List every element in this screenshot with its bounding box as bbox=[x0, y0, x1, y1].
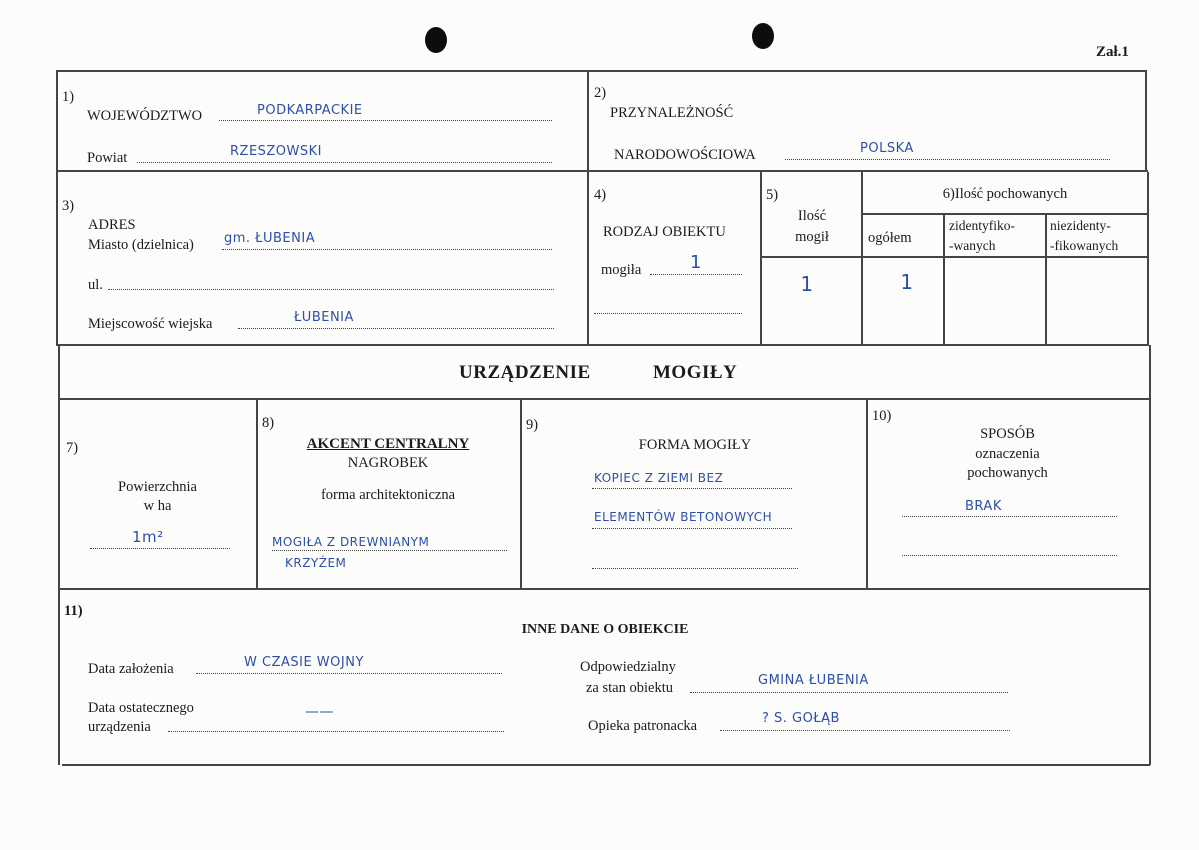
area-label-1: Powierzchnia bbox=[118, 479, 197, 495]
s7-number: 7) bbox=[66, 440, 79, 456]
graves-count-label-2: mogił bbox=[795, 229, 829, 245]
col-divider-4 bbox=[760, 172, 762, 344]
buried-count-label: 6)Ilość pochowanych bbox=[942, 186, 1068, 202]
voivodeship-value: PODKARPACKIE bbox=[257, 103, 363, 118]
nationality-label-2: NARODOWOŚCIOWA bbox=[614, 147, 756, 163]
founded-value: W CZASIE WOJNY bbox=[244, 655, 364, 670]
last-setup-label-2: urządzenia bbox=[88, 719, 151, 735]
s8-number: 8) bbox=[262, 415, 275, 431]
founded-label: Data założenia bbox=[88, 661, 174, 677]
frame-left-top bbox=[56, 70, 58, 345]
s9-number: 9) bbox=[526, 417, 539, 433]
responsible-label-1: Odpowiedzialny bbox=[580, 659, 676, 675]
founded-dots bbox=[196, 673, 502, 674]
col-divider-9 bbox=[866, 398, 868, 588]
city-value: gm. ŁUBENIA bbox=[224, 231, 316, 246]
punch-hole-left bbox=[425, 27, 447, 53]
grave-value: 1 bbox=[690, 252, 702, 273]
s6-header-line bbox=[861, 213, 1147, 215]
last-setup-label-1: Data ostatecznego bbox=[88, 700, 194, 716]
responsible-value: GMINA ŁUBENIA bbox=[758, 673, 869, 688]
col-divider-8 bbox=[520, 398, 522, 588]
row2-bottom bbox=[56, 344, 1149, 346]
grave-form-dots-3 bbox=[592, 568, 798, 569]
architectural-form-label: forma architektoniczna bbox=[320, 487, 456, 503]
village-value: ŁUBENIA bbox=[294, 310, 354, 325]
frame-left-bottom bbox=[58, 345, 60, 765]
section-title-word1: URZĄDZENIE bbox=[459, 362, 591, 383]
frame-right-top bbox=[1145, 70, 1147, 170]
buried-identified-header-2: -wanych bbox=[949, 238, 996, 253]
title-row-bottom bbox=[58, 398, 1150, 400]
s4-number: 4) bbox=[594, 187, 607, 203]
address-label: ADRES bbox=[88, 217, 136, 233]
row1-bottom bbox=[56, 170, 1148, 172]
object-type-label: RODZAJ OBIEKTU bbox=[603, 224, 726, 240]
marking-value: BRAK bbox=[965, 499, 1002, 514]
city-dots bbox=[222, 249, 552, 250]
attachment-label: Zał.1 bbox=[1096, 44, 1129, 60]
buried-unidentified-header-1: niezidenty- bbox=[1050, 218, 1111, 233]
s3-number: 3) bbox=[62, 198, 75, 214]
nationality-label-1: PRZYNALEŻNOŚĆ bbox=[610, 105, 734, 121]
grave-dots-2 bbox=[594, 313, 742, 314]
voivodeship-label: WOJEWÓDZTWO bbox=[87, 108, 203, 124]
central-accent-title: AKCENT CENTRALNY bbox=[306, 436, 470, 452]
s2-number: 2) bbox=[594, 85, 607, 101]
s1-number: 1) bbox=[62, 89, 75, 105]
last-setup-dots bbox=[168, 731, 504, 732]
buried-total-value: 1 bbox=[900, 270, 914, 294]
patronage-label: Opieka patronacka bbox=[588, 718, 698, 734]
village-label: Miejscowość wiejska bbox=[88, 316, 213, 332]
city-label: Miasto (dzielnica) bbox=[88, 237, 194, 253]
grave-form-label: FORMA MOGIŁY bbox=[638, 437, 752, 453]
patronage-dots bbox=[720, 730, 1010, 731]
nationality-value: POLSKA bbox=[860, 141, 914, 156]
area-label-2: w ha bbox=[143, 498, 172, 514]
graves-count-label-1: Ilość bbox=[797, 208, 827, 224]
buried-identified-header-1: zidentyfiko- bbox=[949, 218, 1015, 233]
marking-label-2: oznaczenia bbox=[975, 446, 1040, 462]
s10-number: 10) bbox=[872, 408, 892, 424]
responsible-dots bbox=[690, 692, 1008, 693]
patronage-value: ? S. GOŁĄB bbox=[762, 711, 840, 726]
marking-label-3: pochowanych bbox=[967, 465, 1048, 481]
col-divider-1 bbox=[587, 70, 589, 345]
grave-form-dots-1 bbox=[592, 488, 792, 489]
village-dots bbox=[238, 328, 554, 329]
central-accent-subtitle: NAGROBEK bbox=[347, 455, 429, 471]
street-dots bbox=[108, 289, 554, 290]
buried-unidentified-header-2: -fikowanych bbox=[1050, 238, 1119, 253]
s5-number: 5) bbox=[766, 187, 779, 203]
row3-bottom bbox=[58, 588, 1150, 590]
other-data-title: INNE DANE O OBIEKCIE bbox=[521, 622, 689, 637]
grave-form-dots-2 bbox=[592, 528, 792, 529]
grave-dots bbox=[650, 274, 742, 275]
nationality-dots bbox=[785, 159, 1110, 160]
responsible-label-2: za stan obiektu bbox=[586, 680, 673, 696]
frame-right-bottom bbox=[1149, 345, 1151, 765]
architectural-form-dots bbox=[272, 550, 507, 551]
s6-col-b bbox=[1045, 213, 1047, 344]
street-label: ul. bbox=[88, 277, 103, 293]
s11-number: 11) bbox=[64, 603, 83, 619]
frame-bottom bbox=[62, 764, 1150, 766]
s6-row-line bbox=[760, 256, 1148, 258]
marking-label-1: SPOSÓB bbox=[980, 426, 1035, 442]
frame-top bbox=[56, 70, 1146, 72]
grave-label: mogiła bbox=[601, 262, 642, 278]
grave-form-value-2: ELEMENTÓW BETONOWYCH bbox=[594, 510, 773, 524]
area-dots bbox=[90, 548, 230, 549]
punch-hole-right bbox=[752, 23, 774, 49]
voivodeship-dots bbox=[219, 120, 552, 121]
county-label: Powiat bbox=[87, 150, 128, 166]
section-title-word2: MOGIŁY bbox=[653, 362, 738, 383]
architectural-form-value-2: KRZYŻEM bbox=[285, 556, 347, 570]
last-setup-value: —— bbox=[305, 704, 334, 720]
graves-count-value: 1 bbox=[800, 272, 814, 296]
marking-dots-2 bbox=[902, 555, 1117, 556]
area-value: 1m² bbox=[132, 528, 164, 546]
architectural-form-value-1: MOGIŁA Z DREWNIANYM bbox=[272, 535, 430, 549]
county-value: RZESZOWSKI bbox=[230, 144, 323, 159]
county-dots bbox=[137, 162, 552, 163]
marking-dots-1 bbox=[902, 516, 1117, 517]
grave-form-value-1: KOPIEC Z ZIEMI BEZ bbox=[594, 471, 724, 485]
buried-total-header: ogółem bbox=[868, 230, 912, 246]
